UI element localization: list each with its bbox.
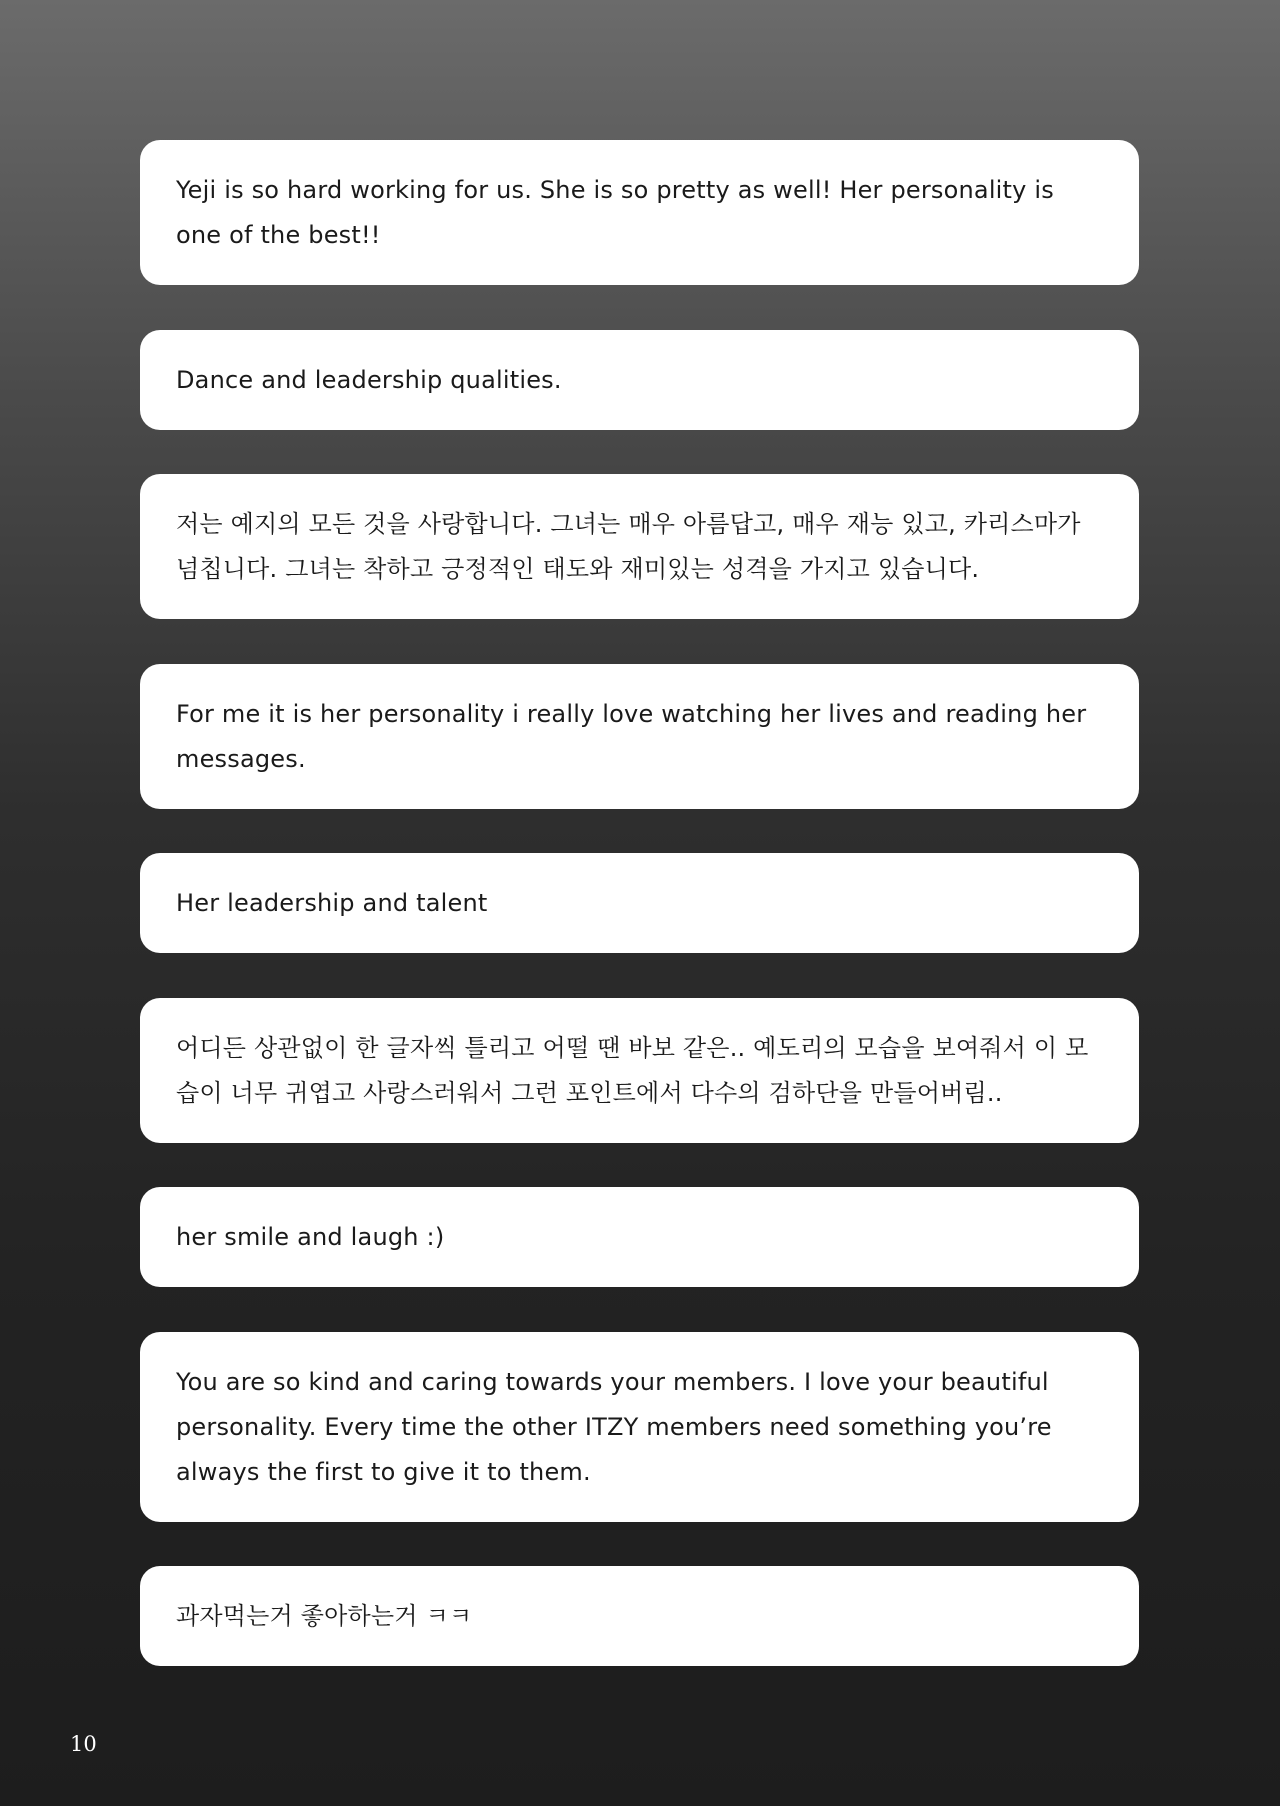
comment-text: You are so kind and caring towards your members. I love your beautiful personality. Every time the other ITZY members need something you’re always the first to give it to them. [176, 1367, 1052, 1486]
comment-text: 과자먹는거 좋아하는거 ㅋㅋ [176, 1601, 473, 1630]
comment-card [140, 1332, 1139, 1522]
comment-text: For me it is her personality i really love watching her lives and reading her messages. [176, 699, 1087, 773]
comment-card [140, 664, 1139, 809]
comment-text: 저는 예지의 모든 것을 사랑합니다. 그녀는 매우 아름답고, 매우 재능 있고, 카리스마가 넘칩니다. 그녀는 착하고 긍정적인 태도와 재미있는 성격을 가지고 있습니다. [176, 509, 1081, 583]
comment-card [140, 998, 1139, 1143]
comment-text: Yeji is so hard working for us. She is so pretty as well! Her personality is one of the best!! [176, 175, 1054, 249]
comment-card [140, 1187, 1139, 1287]
comment-card [140, 853, 1139, 953]
page-number: 10 [70, 1732, 97, 1756]
comment-card [140, 1566, 1139, 1666]
comment-card [140, 330, 1139, 430]
comment-text: Her leadership and talent [176, 888, 488, 917]
comment-text: Dance and leadership qualities. [176, 365, 562, 394]
comment-text: 어디든 상관없이 한 글자씩 틀리고 어떨 땐 바보 같은.. 예도리의 모습을 보여줘서 이 모습이 너무 귀엽고 사랑스러워서 그런 포인트에서 다수의 검하단을 만들어버림.. [176, 1033, 1089, 1107]
comment-text: her smile and laugh :) [176, 1222, 445, 1251]
comment-card [140, 140, 1139, 285]
comment-card [140, 474, 1139, 619]
